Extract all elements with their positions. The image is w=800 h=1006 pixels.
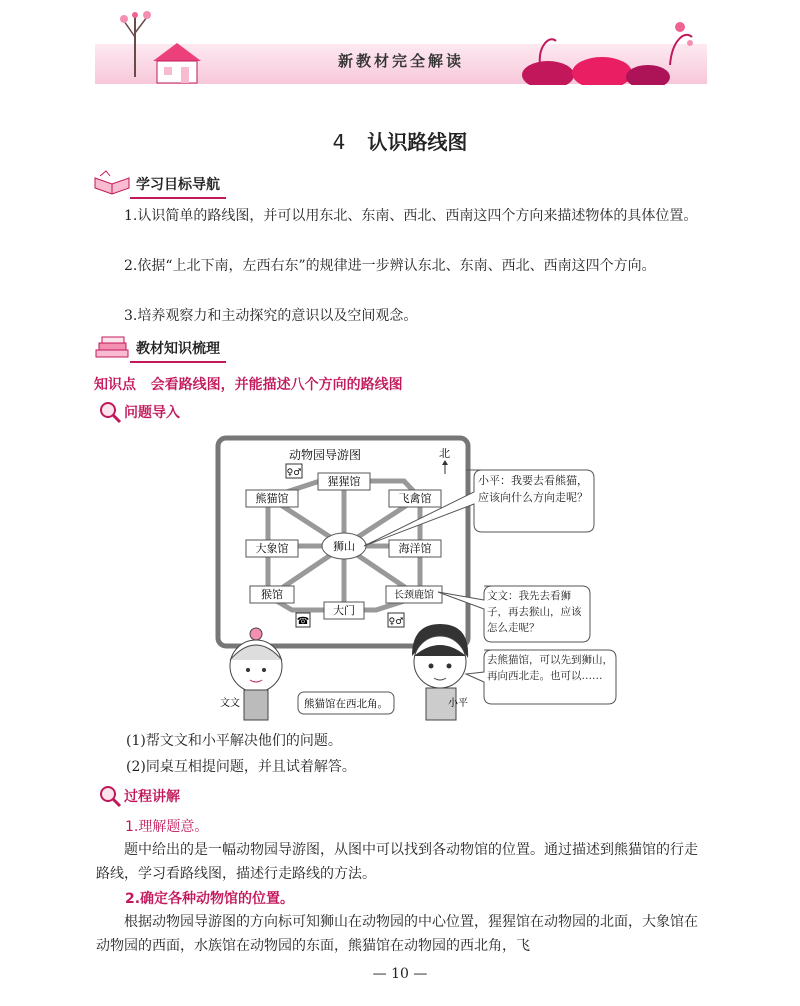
bubble-wenwen-answer-text: 熊猫馆在西北角。 (304, 698, 388, 710)
north-label: 北 (439, 447, 450, 460)
step-1-text: 题中给出的是一幅动物园导游图，从图中可以找到各动物馆的位置。通过描述到熊猫馆的行走路线，学习看路线图，描述行走路线的方法。 (96, 842, 698, 882)
bubble-wenwen-question-text: 文文：我先去看狮子，再去猴山，应该怎么走呢？ (487, 590, 582, 634)
question-2: (2)同桌互相提问题，并且试着解答。 (126, 759, 356, 775)
building-monkey: 猴馆 (261, 588, 283, 601)
magnifier-icon (98, 784, 124, 808)
bubble-wenwen-answer (298, 692, 394, 714)
bubble-xiaoping-answer-text: 去熊猫馆，可以先到狮山，再向西北走。也可以…… (487, 654, 613, 682)
intro-label: 问题导入 (124, 405, 180, 421)
stacked-books-icon (92, 334, 132, 362)
bubble-xiaoping-answer (466, 650, 616, 704)
boy-name-xiaoping: 小平 (448, 698, 468, 709)
goal-item-3: 3.培养观察力和主动探究的意识以及空间观念。 (124, 308, 418, 324)
map-title: 动物园导游图 (289, 448, 362, 462)
knowledge-point-label: 知识点 (94, 377, 136, 393)
tree-house-illustration (105, 5, 225, 85)
chapter-title (0, 126, 800, 155)
magnifier-icon (98, 400, 124, 424)
section-knowledge-label: 教材知识梳理 (130, 337, 226, 363)
building-aviary: 飞禽馆 (398, 492, 432, 505)
question-1: (1)帮文文和小平解决他们的问题。 (126, 733, 342, 749)
building-orangutan: 猩猩馆 (327, 475, 361, 488)
step-2-text: 根据动物园导游图的方向标可知狮山在动物园的中心位置，猩猩馆在动物园的北面，大象馆在动物园的西面，水族馆在动物园的东面，熊猫馆在动物园的西北角，飞 (96, 914, 698, 954)
main-gate: 大门 (333, 604, 355, 617)
lion-hill: 狮山 (333, 540, 355, 553)
building-giraffe: 长颈鹿馆 (394, 590, 434, 601)
step-1-title: 1.理解题意。 (125, 819, 209, 835)
building-elephant: 大象馆 (255, 542, 289, 555)
knowledge-point-text: 会看路线图，并能描述八个方向的路线图 (150, 377, 403, 393)
phone-icon: ☎ (296, 616, 310, 627)
building-panda: 熊猫馆 (255, 492, 289, 505)
section-goals-label: 学习目标导航 (130, 173, 226, 199)
process-label: 过程讲解 (124, 789, 180, 805)
page-number: — 10 — (372, 966, 428, 982)
book-title: 新教材完全解读 (337, 52, 464, 70)
girl-name-wenwen: 文文 (220, 698, 240, 709)
zoo-map-figure (214, 434, 620, 724)
step-2-title: 2.确定各种动物馆的位置。 (125, 891, 295, 907)
knowledge-point-heading (94, 374, 403, 394)
chapter-name: 认识路线图 (367, 130, 468, 154)
toilet-icon: ♀♂ (286, 468, 302, 478)
building-ocean: 海洋馆 (398, 542, 432, 555)
book-icon (92, 170, 132, 198)
goal-item-2: 2.依据“上北下南，左西右东”的规律进一步辨认东北、东南、西北、西南这四个方向。 (124, 258, 656, 274)
goal-item-1: 1.认识简单的路线图，并可以用东北、东南、西北、西南这四个方向来描述物体的具体位置。 (124, 208, 698, 224)
chapter-number: 4 (332, 130, 346, 154)
toilet-icon-2: ♀♂ (388, 617, 404, 627)
page-header-banner (95, 0, 707, 86)
bubble-xiaoping-question-text: 小平：我要去看熊猫，应该向什么方向走呢？ (478, 474, 588, 504)
